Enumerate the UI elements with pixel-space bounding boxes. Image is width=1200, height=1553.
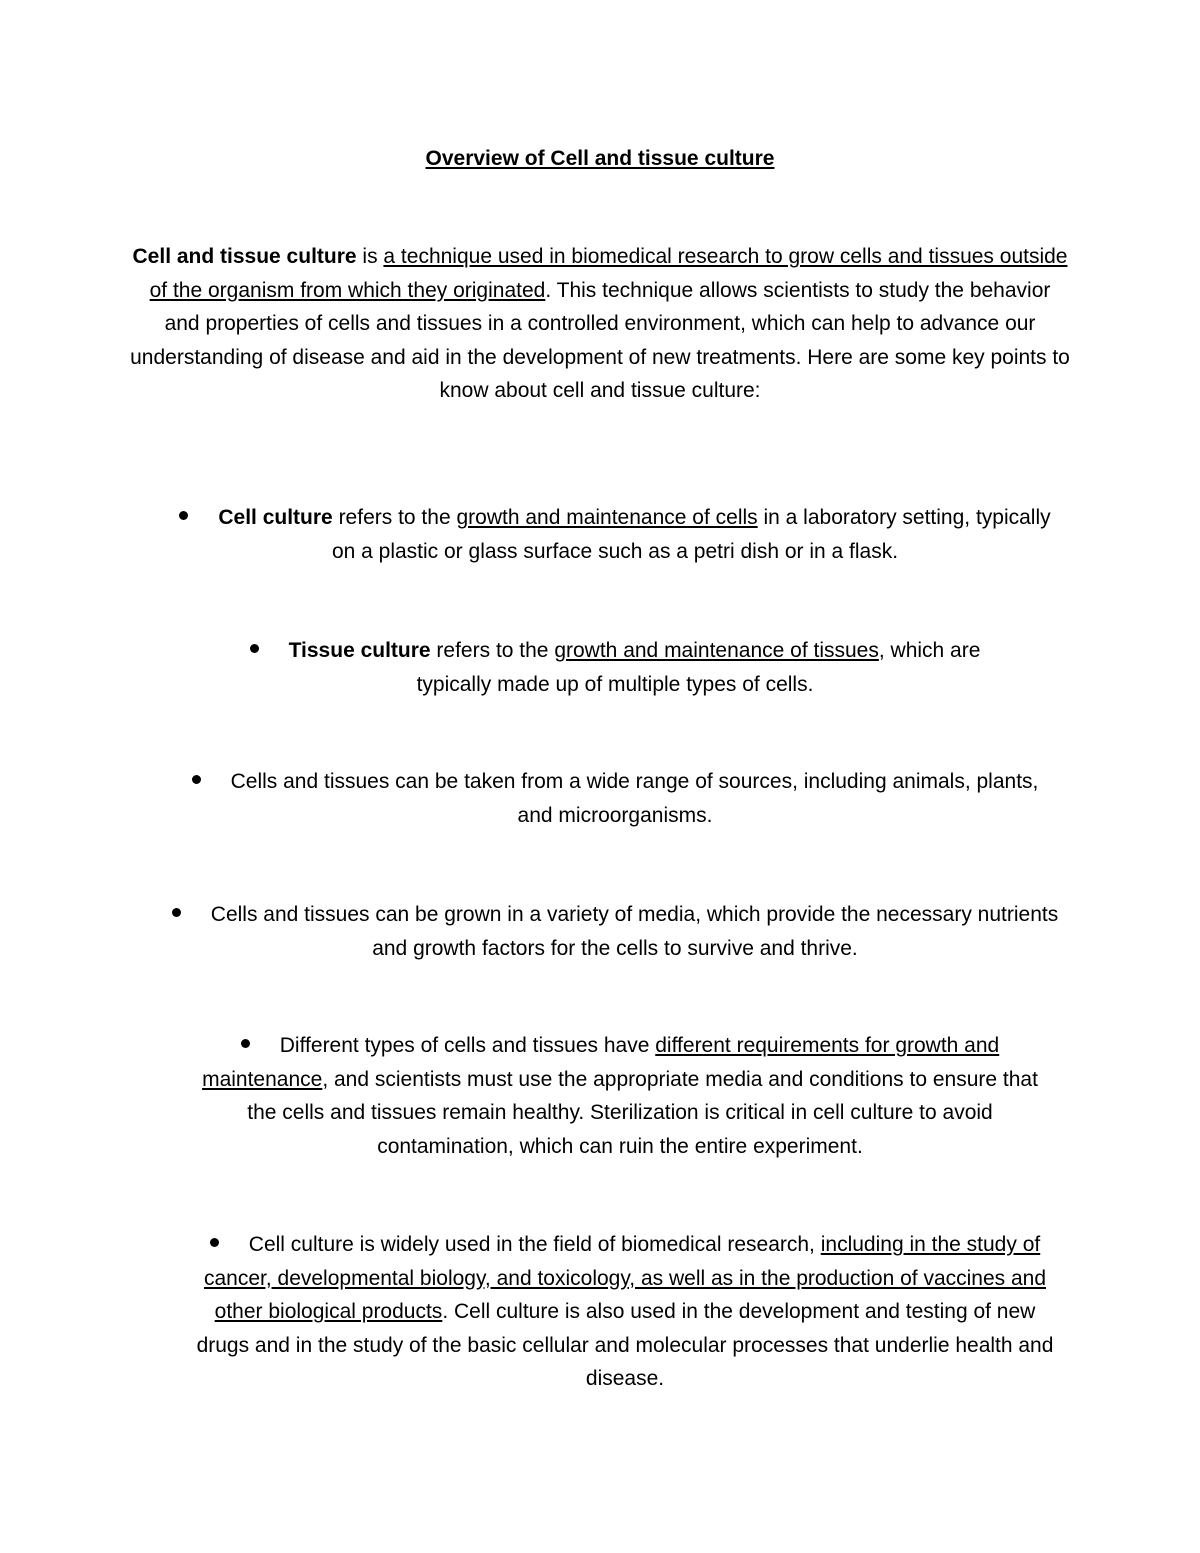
bullet-underlined-text: growth and maintenance of tissues [554,639,879,662]
bullet-dot-icon [241,1039,250,1048]
bullet-text-end: , and scientists must use the appropriate media and conditions to ensure that the cells and tissues remain healthy. Sterilization is critical in cell culture to avoid contamination, which can ruin the entire experiment. [247,1067,1038,1158]
bullet-term: Tissue culture [288,639,431,662]
bullet-term: Cell culture [218,506,333,529]
bullet-text: Cells and tissues can be grown in a variety of media, which provide the necessary nutrients and growth factors for the cells to survive and thrive. [210,903,1059,960]
bullet-underlined-text: including in the study of cancer, developmental biology, and toxicology, as well as in the production of vaccines and other biological products [203,1233,1047,1323]
bullet-item-requirements [190,1029,1050,1163]
bullet-text: Cell culture is widely used in the field of biomedical research, [248,1233,821,1256]
bullet-underlined-text: different requirements for growth and maintenance [202,1034,1000,1091]
bullet-text-end: in a laboratory setting, typically on a plastic or glass surface such as a petri dish or in a flask. [331,506,1051,563]
bullet-underlined-text: growth and maintenance of cells [456,506,758,529]
document-title: Overview of Cell and tissue culture [425,147,775,170]
intro-connector: is [356,245,384,268]
bullet-item-tissue-culture [210,634,1020,701]
intro-definition: a technique used in biomedical research to grow cells and tissues outside of the organism from which they originated [149,245,1068,302]
bullet-dot-icon [172,908,181,917]
bullet-dot-icon [179,511,188,520]
bullet-dot-icon [192,775,201,784]
bullet-text: refers to the [430,639,555,662]
bullet-item-cell-culture [170,501,1060,568]
intro-rest: . This technique allows scientists to study the behavior and properties of cells and tissues in a controlled environment, which can help to advance our understanding of disease and aid in the development of new treatments. Here are some key points to know about cell and tissue culture: [130,278,1070,402]
bullet-dot-icon [210,1238,219,1247]
bullet-text: Different types of cells and tissues have [279,1034,656,1057]
bullet-text-end: . Cell culture is also used in the development and testing of new drugs and in the study of the basic cellular and molecular processes that underlie health and disease. [196,1300,1054,1390]
intro-term: Cell and tissue culture [132,245,357,268]
bullet-item-sources [180,765,1050,832]
bullet-text-end: , which are typically made up of multiple types of cells. [416,639,981,696]
bullet-dot-icon [250,644,259,653]
bullet-text: Cells and tissues can be taken from a wide range of sources, including animals, plants, and microorganisms. [230,770,1039,827]
bullet-item-media [170,898,1060,965]
intro-paragraph [130,240,1070,408]
bullet-item-applications [195,1228,1055,1396]
bullet-text: refers to the [332,506,457,529]
